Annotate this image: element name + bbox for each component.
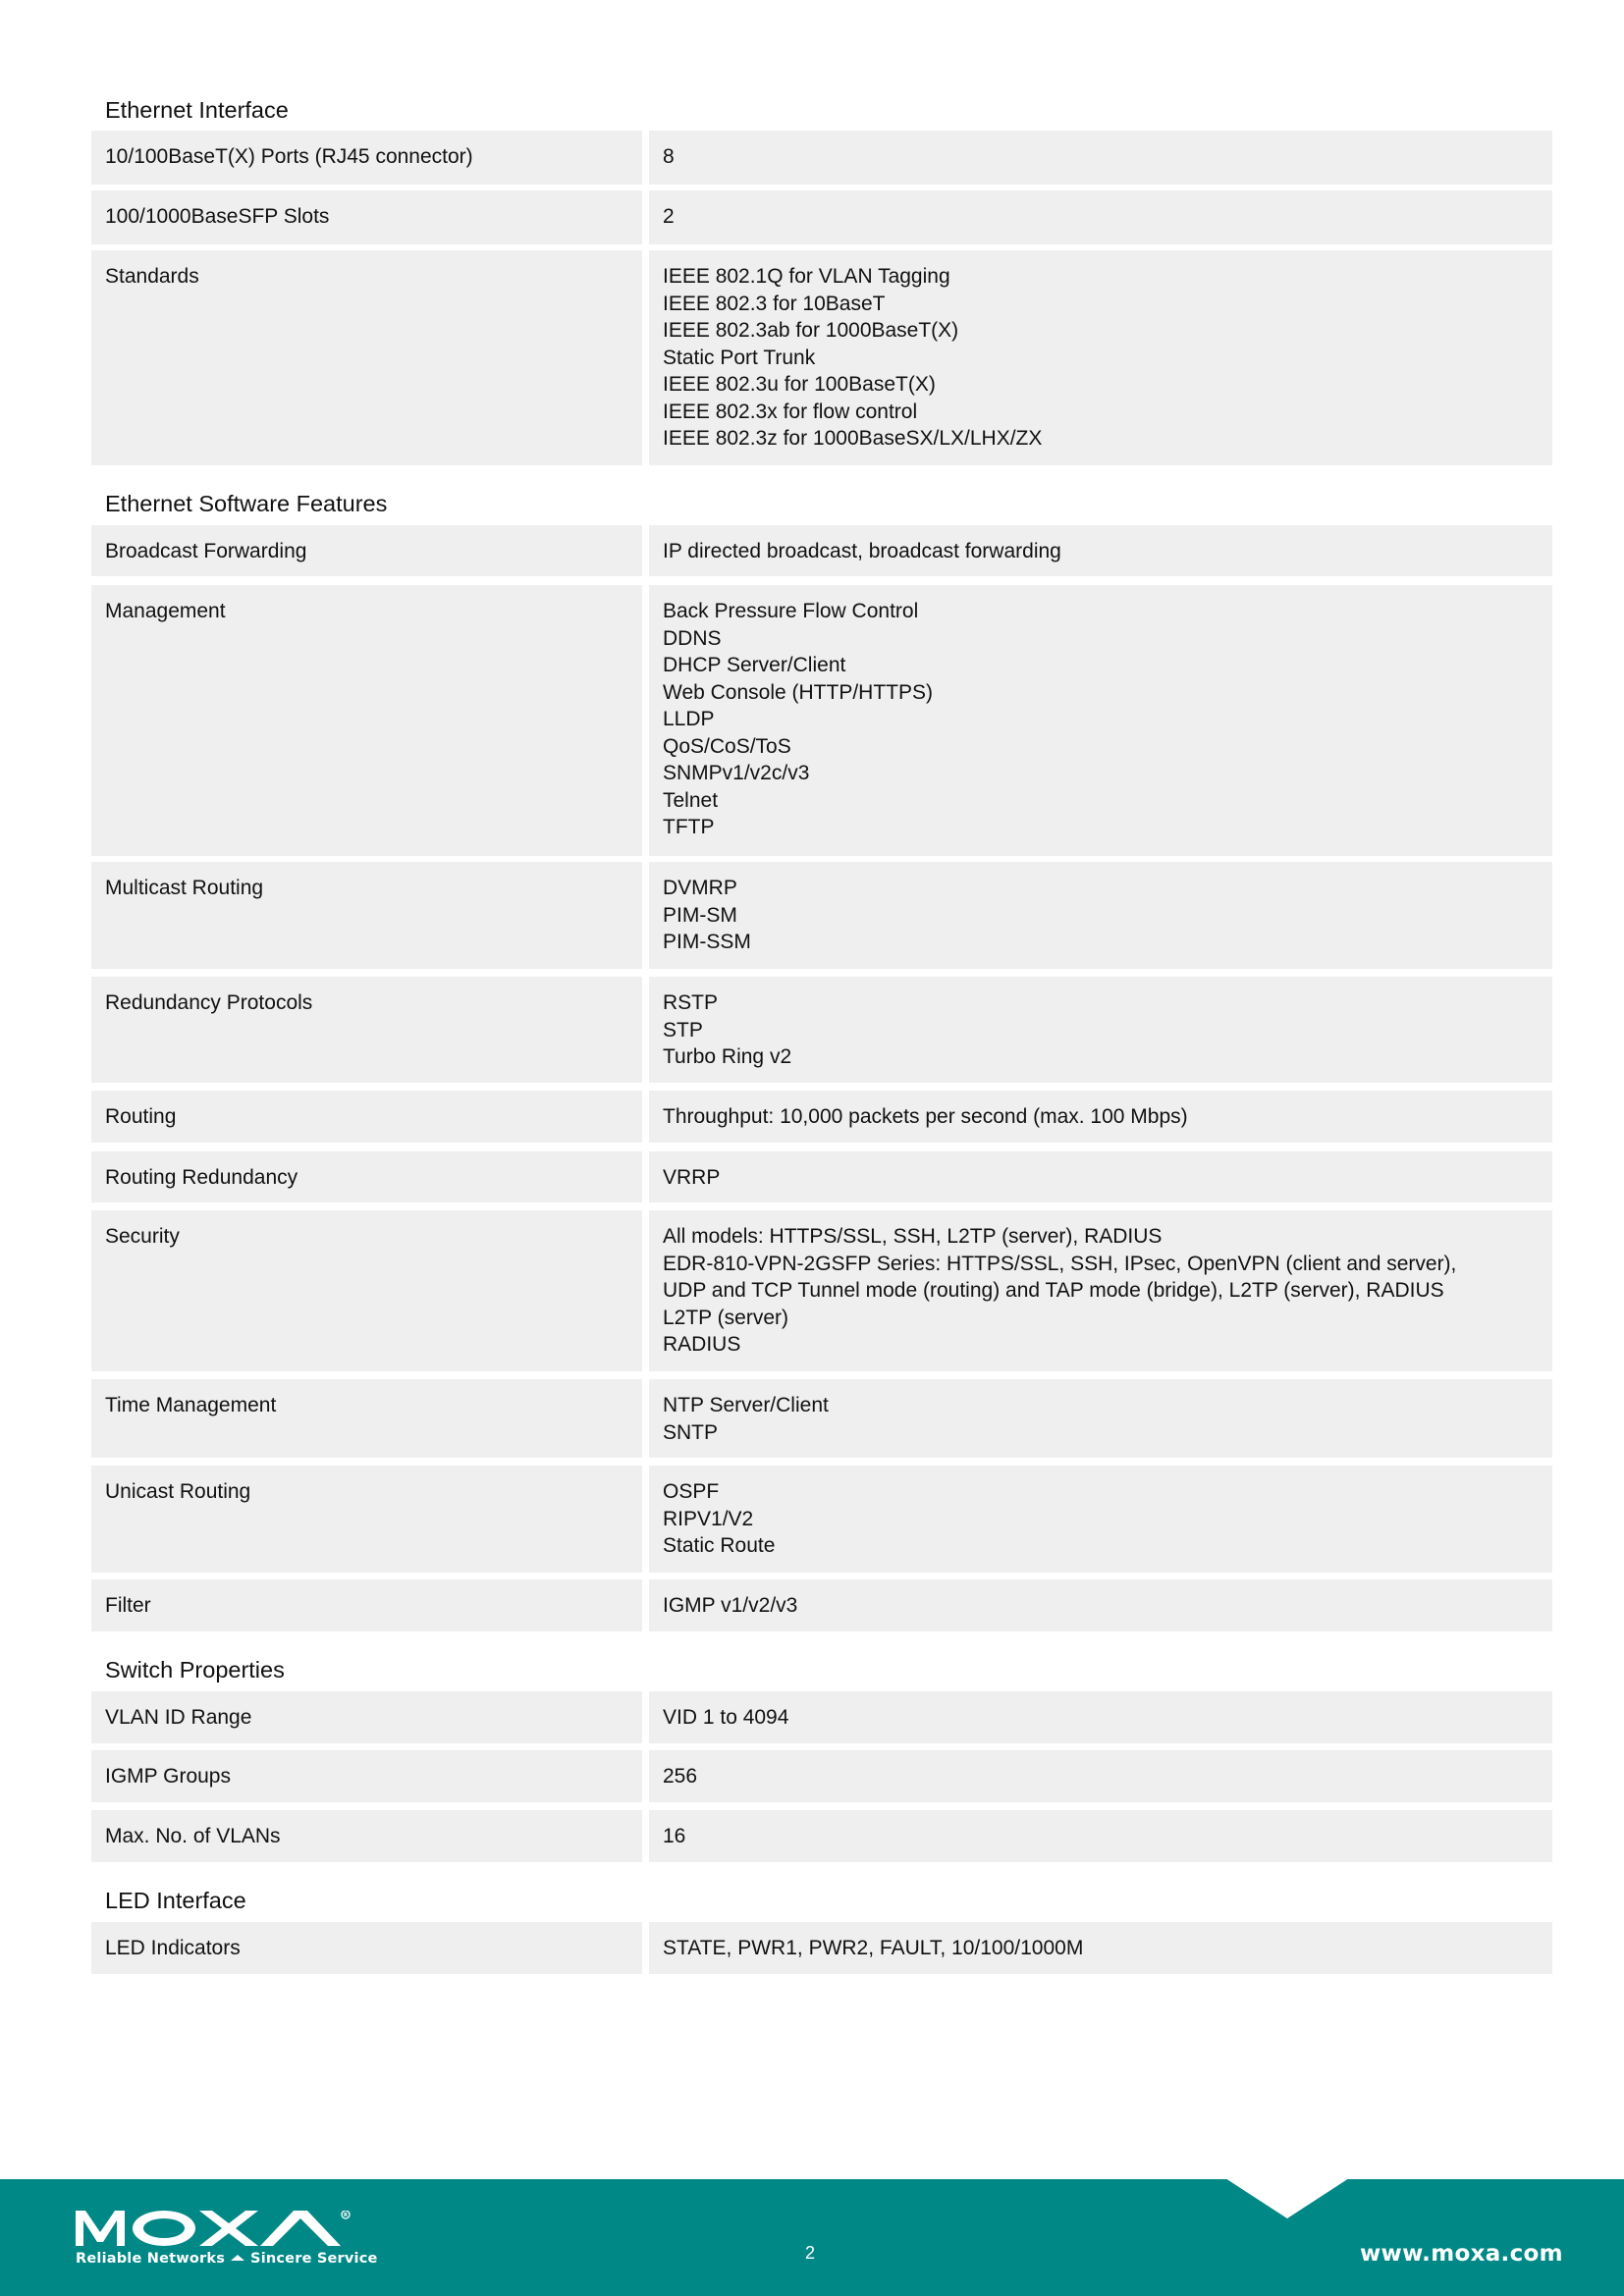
label-text: 10/100BaseT(X) Ports (RJ45 connector) — [105, 145, 473, 168]
spec-value — [649, 131, 1552, 185]
label-text: Management — [105, 600, 226, 622]
spec-label — [91, 1579, 642, 1631]
value-line: IEEE 802.3z for 1000BaseSX/LX/LHX/ZX — [663, 427, 1043, 450]
spec-label — [91, 1091, 642, 1143]
spec-label — [91, 1691, 642, 1743]
value-line: IEEE 802.3x for flow control — [663, 400, 918, 423]
label-text: Unicast Routing — [105, 1480, 251, 1503]
section-title-switch-properties: Switch Properties — [105, 1657, 285, 1682]
spec-row — [91, 585, 1552, 856]
spec-label — [91, 1210, 642, 1371]
spec-label — [91, 525, 642, 576]
value-line: IEEE 802.3 for 10BaseT — [663, 292, 886, 315]
spec-row — [91, 250, 1552, 465]
spec-label — [91, 1151, 642, 1202]
value-line: DHCP Server/Client — [663, 654, 846, 676]
value-line: RSTP — [663, 991, 719, 1014]
spec-label — [91, 190, 642, 244]
value-line: IP directed broadcast, broadcast forwarding — [663, 540, 1061, 562]
value-line: EDR-810-VPN-2GSFP Series: HTTPS/SSL, SSH, IPsec, OpenVPN (client and server), — [663, 1252, 1457, 1275]
label-text: Standards — [105, 265, 199, 288]
label-text: Max. No. of VLANs — [105, 1825, 281, 1847]
value-line: OSPF — [663, 1480, 720, 1503]
spec-label — [91, 1750, 642, 1802]
svg-text:R: R — [343, 2213, 349, 2219]
spec-row — [91, 1691, 1552, 1743]
spec-row — [91, 1091, 1552, 1143]
spec-label — [91, 1922, 642, 1974]
section-title-ethernet-software-features: Ethernet Software Features — [105, 491, 388, 516]
value-line: Telnet — [663, 788, 719, 812]
spec-label — [91, 131, 642, 185]
value-line: 2 — [663, 205, 675, 228]
spec-value — [649, 190, 1552, 244]
value-line: Turbo Ring v2 — [663, 1045, 792, 1068]
label-text: LED Indicators — [105, 1937, 241, 1959]
value-line: SNTP — [663, 1420, 719, 1444]
spec-row — [91, 1810, 1552, 1862]
value-line: UDP and TCP Tunnel mode (routing) and TAP mode (bridge), L2TP (server), RADIUS — [663, 1279, 1444, 1302]
value-line: QoS/CoS/ToS — [663, 734, 791, 758]
spec-row — [91, 1151, 1552, 1202]
label-text: VLAN ID Range — [105, 1706, 252, 1729]
spec-label — [91, 1466, 642, 1573]
value-line: VID 1 to 4094 — [663, 1706, 789, 1729]
label-text: Security — [105, 1225, 180, 1248]
label-text: Filter — [105, 1594, 151, 1617]
value-line: IEEE 802.3ab for 1000BaseT(X) — [663, 319, 959, 342]
value-line: STP — [663, 1018, 703, 1041]
value-line: TFTP — [663, 816, 715, 838]
label-text: Redundancy Protocols — [105, 991, 313, 1014]
spec-row — [91, 1922, 1552, 1974]
label-text: Broadcast Forwarding — [105, 540, 307, 562]
section-title-ethernet-interface: Ethernet Interface — [105, 97, 289, 123]
value-line: DVMRP — [663, 877, 737, 899]
value-line: Throughput: 10,000 packets per second (max. 100 Mbps) — [663, 1105, 1188, 1128]
spec-value — [649, 585, 1552, 856]
value-line: PIM-SM — [663, 903, 737, 927]
value-line: 256 — [663, 1765, 698, 1788]
spec-row — [91, 1466, 1552, 1573]
spec-row — [91, 1579, 1552, 1631]
spec-value — [649, 977, 1552, 1083]
value-line: All models: HTTPS/SSL, SSH, L2TP (server), RADIUS — [663, 1225, 1163, 1248]
spec-value — [649, 1810, 1552, 1862]
spec-label — [91, 1379, 642, 1458]
label-text: IGMP Groups — [105, 1765, 231, 1788]
footer-url-link[interactable]: www.moxa.com — [1360, 2241, 1563, 2267]
value-line: 16 — [663, 1825, 686, 1847]
spec-value — [649, 862, 1552, 969]
spec-value — [649, 1579, 1552, 1631]
footer-tagline — [76, 2251, 378, 2267]
label-text: Routing — [105, 1105, 177, 1128]
spec-label — [91, 862, 642, 969]
spec-value — [649, 1210, 1552, 1371]
spec-label — [91, 585, 642, 856]
spec-row — [91, 131, 1552, 185]
spec-label — [91, 1810, 642, 1862]
spec-value — [649, 1091, 1552, 1143]
spec-value — [649, 1922, 1552, 1974]
value-line: DDNS — [663, 626, 722, 650]
spec-value — [649, 1379, 1552, 1458]
footer-notch-decoration — [1225, 2178, 1349, 2219]
label-text: Multicast Routing — [105, 877, 264, 899]
spec-value — [649, 250, 1552, 465]
tagline-right: Sincere Service — [250, 2251, 378, 2267]
spec-label — [91, 250, 642, 465]
spec-row — [91, 977, 1552, 1083]
value-line: VRRP — [663, 1166, 721, 1189]
spec-row — [91, 1750, 1552, 1802]
spec-label — [91, 977, 642, 1083]
value-line: PIM-SSM — [663, 931, 751, 953]
value-line: IEEE 802.3u for 100BaseT(X) — [663, 373, 936, 396]
value-line: Back Pressure Flow Control — [663, 600, 919, 622]
spec-value — [649, 1466, 1552, 1573]
value-line: RIPV1/V2 — [663, 1507, 754, 1530]
spec-row — [91, 1379, 1552, 1458]
value-line: 8 — [663, 145, 675, 168]
value-line: RADIUS — [663, 1333, 741, 1356]
spec-value — [649, 525, 1552, 576]
page-number: 2 — [805, 2243, 816, 2263]
label-text: Time Management — [105, 1394, 277, 1416]
value-line: SNMPv1/v2c/v3 — [663, 762, 810, 784]
spec-row — [91, 525, 1552, 576]
value-line: IGMP v1/v2/v3 — [663, 1594, 798, 1617]
value-line: NTP Server/Client — [663, 1394, 829, 1416]
spec-row — [91, 862, 1552, 969]
section-title-led-interface: LED Interface — [105, 1888, 246, 1913]
label-text: 100/1000BaseSFP Slots — [105, 205, 330, 228]
spec-value — [649, 1691, 1552, 1743]
value-line: IEEE 802.1Q for VLAN Tagging — [663, 265, 950, 288]
label-text: Routing Redundancy — [105, 1166, 298, 1189]
value-line: Static Route — [663, 1534, 776, 1557]
spec-value — [649, 1151, 1552, 1202]
spec-value — [649, 1750, 1552, 1802]
spec-row — [91, 190, 1552, 244]
value-line: Static Port Trunk — [663, 346, 816, 369]
spec-row — [91, 1210, 1552, 1371]
value-line: Web Console (HTTP/HTTPS) — [663, 680, 933, 704]
value-line: STATE, PWR1, PWR2, FAULT, 10/100/1000M — [663, 1937, 1084, 1959]
mountain-icon — [231, 2255, 244, 2261]
tagline-left: Reliable Networks — [76, 2251, 226, 2267]
value-line: LLDP — [663, 708, 715, 730]
value-line: L2TP (server) — [663, 1306, 788, 1329]
